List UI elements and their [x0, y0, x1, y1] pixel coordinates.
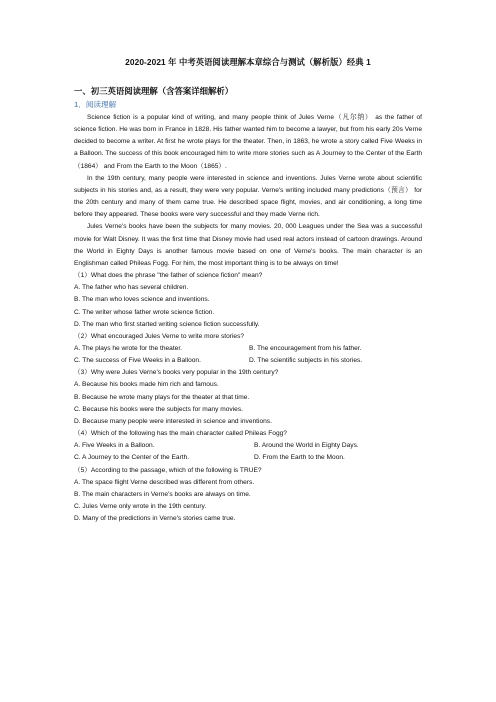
answer-option: C. The success of Five Weeks in a Balloon. — [74, 357, 201, 365]
answer-option: B. The main characters in Verne's books are always on time. — [74, 490, 251, 498]
question-stem: （4）Which of the following has the main character called Phileas Fogg? — [74, 430, 287, 438]
answer-option: D. Because many people were interested in science and inventions. — [74, 417, 272, 425]
answer-option: C. Because his books were the subjects for many movies. — [74, 405, 243, 413]
passage-paragraph: Jules Verne's books have been the subjects for many movies. 20, 000 Leagues under the Sea was a successful movie for Walt Disney. It was the first time that Disney movie had used real actors instead of cartoon drawings. Around the World in Eighty Days is another famous movie based on one of Verne's books. The main character is an Englishman called Phileas Fogg. For him, the most important thing is to be always on time! — [74, 223, 422, 267]
answer-option: B. The man who loves science and inventions. — [74, 296, 210, 304]
answer-option: D. Many of the predictions in Verne's stories came true. — [74, 515, 236, 523]
answer-option: C. A Journey to the Center of the Earth. — [74, 454, 190, 462]
answer-option: B. The encouragement from his father. — [249, 344, 362, 352]
answer-option: A. The space flight Verne described was different from others. — [74, 478, 255, 486]
question-stem: （3）Why were Jules Verne's books very popular in the 19th century? — [74, 369, 279, 377]
answer-option-row — [74, 343, 422, 355]
answer-option: D. The scientific subjects in his stories. — [249, 357, 363, 365]
answer-option: C. Jules Verne only wrote in the 19th century. — [74, 503, 207, 510]
passage-body — [74, 112, 422, 525]
question-subheading: 1．阅读理解 — [74, 100, 117, 109]
answer-option: D. The man who first started writing science fiction successfully. — [74, 320, 260, 328]
question-stem: （5）According to the passage, which of the following is TRUE? — [74, 466, 262, 474]
question-stem: （2）What encouraged Jules Verne to write more stories? — [74, 332, 245, 340]
answer-option: A. The plays he wrote for the theater. — [74, 344, 183, 352]
answer-option: C. The writer whose father wrote science fiction. — [74, 308, 215, 316]
section-heading: 一、初三英语阅读理解（含答案详细解析） — [74, 86, 234, 96]
page-title: 2020-2021 年 中考英语阅读理解本章综合与测试（解析版）经典 1 — [125, 57, 371, 67]
question-stem: （1）What does the phrase "the father of science fiction" mean? — [74, 272, 263, 280]
answer-option: A. Because his books made him rich and famous. — [74, 381, 219, 389]
answer-option: B. Around the World in Eighty Days. — [254, 442, 359, 450]
answer-option-row — [74, 355, 422, 367]
answer-option-row — [74, 440, 422, 452]
answer-option-row — [74, 452, 422, 464]
answer-option: B. Because he wrote many plays for the theater at that time. — [74, 393, 250, 401]
answer-option: A. The father who has several children. — [74, 284, 189, 292]
answer-option: A. Five Weeks in a Balloon. — [74, 442, 155, 450]
answer-option: D. From the Earth to the Moon. — [254, 454, 345, 462]
passage-paragraph: In the 19th century, many people were interested in science and inventions. Jules Verne wrote about scientific subjects in his stories and, as a result, they were very popular. Verne's writing included many predictions（预言） for the 20th century and many of them came true. He described space flight, movies, and air conditioning, a long time before they appeared. These books were very successful and they made Verne rich. — [74, 174, 422, 219]
passage-paragraph: Science fiction is a popular kind of writing, and many people think of Jules Verne（凡尔纳） as the father of science fiction. He was born in France in 1828. His father wanted him to become a lawyer, but from his early 20s Verne decided to become a writer. At first he wrote plays for the theater. Then, in 1863, he wrote a story called Five Weeks in a Balloon. The success of this book encouraged him to write more stories such as A Journey to the Center of the Earth（1864） and From the Earth to the Moon（1865）. — [74, 114, 422, 170]
